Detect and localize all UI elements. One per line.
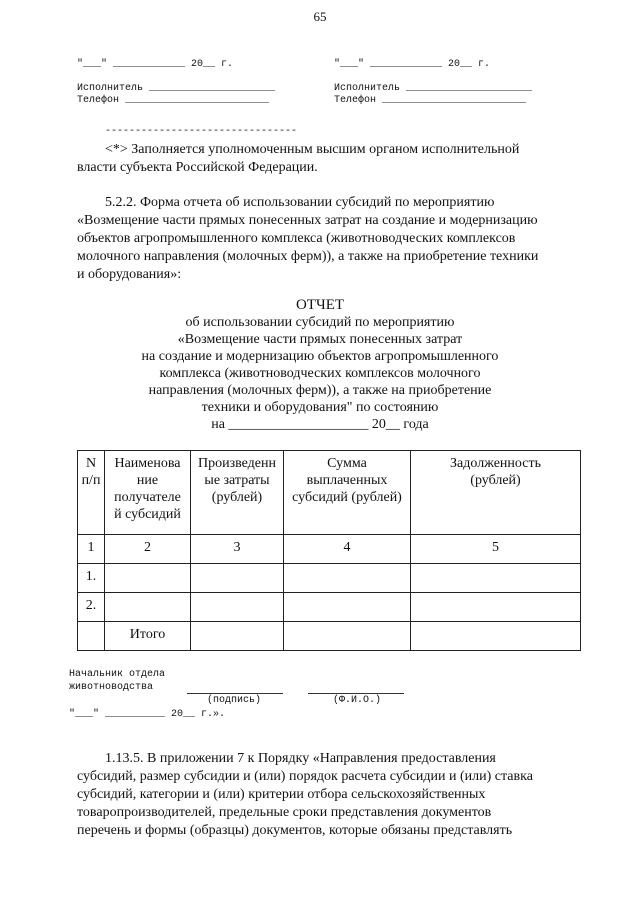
page-number: 65: [313, 9, 327, 24]
report-title-line: об использовании субсидий по мероприятию: [185, 315, 455, 330]
report-table: [77, 450, 581, 651]
table-number-row: [78, 535, 581, 564]
table-cell: [105, 593, 191, 622]
paragraph-line: и оборудования»:: [77, 267, 182, 282]
table-cell: [191, 593, 284, 622]
header-cell-costs: Произведенн ые затраты (рублей): [191, 451, 284, 535]
footnote-line: власти субъекта Российской Федерации.: [77, 160, 318, 175]
report-title-line: на создание и модернизацию объектов агропромышленного: [141, 349, 499, 364]
paragraph-line: перечень и формы (образцы) документов, которые обязаны представлять: [77, 823, 513, 838]
header-cell-number: N п/п: [78, 451, 105, 535]
report-date-line: на ____________________ 20__ года: [211, 417, 429, 432]
paragraph-line: «Возмещение части прямых понесенных затрат на создание и модернизацию: [77, 213, 538, 228]
table-cell: 2.: [78, 593, 105, 622]
report-heading: ОТЧЕТ: [295, 297, 345, 313]
table-cell: 1: [78, 535, 105, 564]
table-cell: [78, 622, 105, 651]
paragraph-line: 5.2.2. Форма отчета об использовании субсидий по мероприятию: [105, 195, 495, 210]
table-cell: [411, 564, 581, 593]
paragraph-line: молочного направления (молочных ферм)), а также на приобретение техники: [77, 249, 539, 264]
table-total-row: [78, 622, 581, 651]
executor-line: Исполнитель _____________________: [77, 83, 276, 94]
position-line: Начальник отдела: [69, 669, 166, 680]
phone-line: Телефон ________________________: [77, 95, 270, 106]
signature-caption: (подпись): [207, 695, 262, 706]
table-cell: 2: [105, 535, 191, 564]
report-title-line: «Возмещение части прямых понесенных затрат: [177, 332, 463, 347]
paragraph-line: субсидий, категории и (или) критерии отбора сельскохозяйственных: [77, 787, 486, 802]
header-cell-debt: Задолженность (рублей): [411, 451, 581, 535]
date-line: "___" ____________ 20__ г.: [77, 59, 234, 70]
table-cell: 1.: [78, 564, 105, 593]
name-caption: (Ф.И.О.): [333, 695, 382, 706]
paragraph-line: объектов агропромышленного комплекса (животноводческих комплексов: [77, 231, 516, 246]
table-cell: [191, 622, 284, 651]
table-cell: [284, 564, 411, 593]
table-row: [78, 564, 581, 593]
signature-rule: [187, 693, 283, 694]
table-cell: [411, 593, 581, 622]
table-cell: [284, 593, 411, 622]
name-rule: [308, 693, 404, 694]
table-cell: 3: [191, 535, 284, 564]
position-line: животноводства: [69, 682, 154, 693]
header-cell-paid-amount: Сумма выплаченных субсидий (рублей): [284, 451, 411, 535]
report-title-line: комплекса (животноводческих комплексов молочного: [159, 366, 481, 381]
table-cell: 4: [284, 535, 411, 564]
table-cell: [284, 622, 411, 651]
table-cell: Итого: [105, 622, 191, 651]
paragraph-line: субсидий, размер субсидии и (или) порядок расчета субсидии и (или) ставка: [77, 769, 533, 784]
table-cell: 5: [411, 535, 581, 564]
footnote-separator: --------------------------------: [105, 126, 298, 137]
table-row: [78, 593, 581, 622]
paragraph-line: товаропроизводителей, предельные сроки представления документов: [77, 805, 492, 820]
table-header-row: [78, 451, 581, 535]
date-line: "___" ____________ 20__ г.: [334, 59, 491, 70]
table-cell: [411, 622, 581, 651]
table-cell: [105, 564, 191, 593]
header-cell-recipient: Наименова ние получателе й субсидий: [105, 451, 191, 535]
executor-line: Исполнитель _____________________: [334, 83, 533, 94]
phone-line: Телефон ________________________: [334, 95, 527, 106]
table-cell: [191, 564, 284, 593]
report-title-line: направления (молочных ферм)), а также на приобретение: [148, 383, 492, 398]
report-title-line: техники и оборудования" по состоянию: [201, 400, 439, 415]
paragraph-line: 1.13.5. В приложении 7 к Порядку «Направления предоставления: [105, 751, 496, 766]
footnote-line: <*> Заполняется уполномоченным высшим органом исполнительной: [105, 142, 520, 157]
date-line: "___" __________ 20__ г.».: [69, 709, 226, 720]
